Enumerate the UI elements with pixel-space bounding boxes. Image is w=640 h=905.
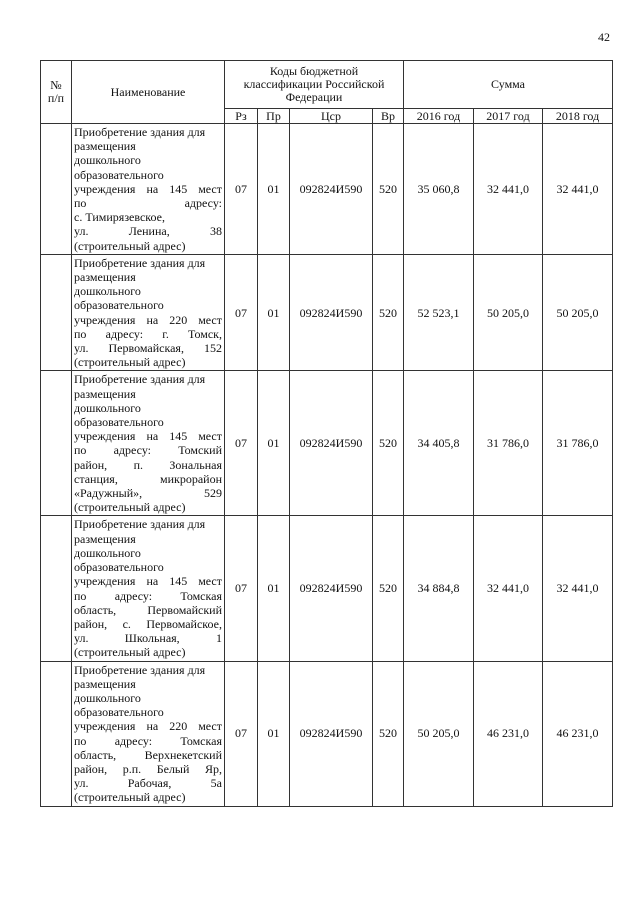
row-csr: 092824И590	[290, 124, 373, 255]
row-name-line: образовательного	[74, 560, 164, 575]
row-name-line: Приобретение здания для	[74, 517, 206, 532]
row-y2018: 32 441,0	[543, 124, 613, 255]
table-row	[41, 516, 613, 661]
row-name-line: дошкольного	[74, 153, 141, 168]
row-name-line: учреждения на 145 мест	[74, 574, 222, 589]
row-vr: 520	[373, 516, 404, 661]
row-name-line: район, п. Зональная	[74, 457, 222, 472]
row-name-line: размещения	[74, 676, 136, 691]
row-y2018: 46 231,0	[543, 661, 613, 806]
row-name-line: образовательного	[74, 415, 164, 430]
row-rz: 07	[225, 254, 258, 371]
row-name-line: учреждения на 220 мест	[74, 312, 222, 327]
header-num-line1: №	[50, 78, 62, 92]
row-name	[72, 661, 225, 806]
table-row	[41, 661, 613, 806]
row-pr: 01	[258, 124, 290, 255]
row-name-line: ул. Первомайская, 152	[74, 341, 222, 356]
row-rz: 07	[225, 661, 258, 806]
row-name-line: размещения	[74, 270, 136, 285]
row-name-line: Приобретение здания для	[74, 125, 206, 139]
row-name-line: (строительный адрес)	[74, 238, 186, 253]
row-vr: 520	[373, 661, 404, 806]
table-body	[41, 124, 613, 807]
row-name-line: Приобретение здания для	[74, 255, 206, 270]
row-y2016: 52 523,1	[404, 254, 474, 371]
row-name-line: (строительный адрес)	[74, 355, 186, 370]
row-name-line: образовательного	[74, 705, 164, 720]
row-name-line: учреждения на 145 мест	[74, 181, 222, 196]
row-name-line: район, р.п. Белый Яр,	[74, 761, 222, 776]
row-name	[72, 516, 225, 661]
row-name-line: по адресу: Томская	[74, 733, 222, 748]
header-vr: Вр	[373, 109, 404, 124]
row-y2017: 46 231,0	[474, 661, 543, 806]
header-codes: Коды бюджетной классификации Российской Федерации	[225, 61, 404, 109]
row-rz: 07	[225, 371, 258, 516]
row-y2016: 34 884,8	[404, 516, 474, 661]
table-row	[41, 371, 613, 516]
row-name-line: по адресу: Томский	[74, 443, 222, 458]
row-pr: 01	[258, 661, 290, 806]
row-name-line: по адресу: г. Томск,	[74, 326, 222, 341]
table-row	[41, 124, 613, 255]
row-y2016: 50 205,0	[404, 661, 474, 806]
row-vr: 520	[373, 254, 404, 371]
row-name-line: (строительный адрес)	[74, 500, 186, 515]
row-name-line: область, Верхнекетский	[74, 747, 222, 762]
row-name-line: (строительный адрес)	[74, 790, 186, 805]
row-name-line: ул. Школьная, 1	[74, 631, 222, 646]
row-number	[41, 371, 72, 516]
row-vr: 520	[373, 371, 404, 516]
header-csr: Цср	[290, 109, 373, 124]
row-csr: 092824И590	[290, 371, 373, 516]
row-name-line: область, Первомайский	[74, 602, 222, 617]
row-y2017: 31 786,0	[474, 371, 543, 516]
header-rz: Рз	[225, 109, 258, 124]
row-y2017: 32 441,0	[474, 124, 543, 255]
header-2016: 2016 год	[404, 109, 474, 124]
row-y2017: 50 205,0	[474, 254, 543, 371]
row-number	[41, 661, 72, 806]
row-name-line: образовательного	[74, 298, 164, 313]
page-number: 42	[598, 30, 610, 44]
row-name	[72, 124, 225, 255]
row-name-line: дошкольного	[74, 400, 141, 415]
row-pr: 01	[258, 254, 290, 371]
header-sum: Сумма	[404, 61, 613, 109]
row-name-line: дошкольного	[74, 690, 141, 705]
budget-table	[40, 60, 613, 807]
row-name-line: «Радужный», 529	[74, 486, 222, 501]
row-csr: 092824И590	[290, 254, 373, 371]
header-pr: Пр	[258, 109, 290, 124]
row-name-line: дошкольного	[74, 284, 141, 299]
row-name-line: с. Тимирязевское,	[74, 210, 165, 225]
header-2018: 2018 год	[543, 109, 613, 124]
row-y2018: 31 786,0	[543, 371, 613, 516]
row-name	[72, 371, 225, 516]
row-y2017: 32 441,0	[474, 516, 543, 661]
table-row	[41, 254, 613, 371]
row-csr: 092824И590	[290, 661, 373, 806]
row-name-line: район, с. Первомайское,	[74, 616, 222, 631]
header-2017: 2017 год	[474, 109, 543, 124]
row-name-line: ул. Рабочая, 5а	[74, 776, 222, 791]
row-pr: 01	[258, 516, 290, 661]
row-rz: 07	[225, 124, 258, 255]
row-name-line: по адресу:	[74, 196, 222, 211]
row-name	[72, 254, 225, 371]
row-name-line: Приобретение здания для	[74, 372, 206, 387]
row-name-line: учреждения на 145 мест	[74, 429, 222, 444]
row-name-line: станция, микрорайон	[74, 471, 222, 486]
row-name-line: по адресу: Томская	[74, 588, 222, 603]
row-pr: 01	[258, 371, 290, 516]
row-name-line: размещения	[74, 531, 136, 546]
header-name: Наименование	[72, 61, 225, 124]
row-name-line: размещения	[74, 139, 136, 154]
row-name-line: учреждения на 220 мест	[74, 719, 222, 734]
header-num-line2: п/п	[47, 91, 65, 105]
row-rz: 07	[225, 516, 258, 661]
row-number	[41, 254, 72, 371]
row-name-line: дошкольного	[74, 545, 141, 560]
row-y2016: 35 060,8	[404, 124, 474, 255]
row-y2016: 34 405,8	[404, 371, 474, 516]
row-name-line: Приобретение здания для	[74, 662, 206, 677]
row-number	[41, 124, 72, 255]
row-vr: 520	[373, 124, 404, 255]
row-name-line: размещения	[74, 386, 136, 401]
row-name-line: образовательного	[74, 167, 164, 182]
table-header	[41, 61, 613, 124]
row-csr: 092824И590	[290, 516, 373, 661]
row-name-line: (строительный адрес)	[74, 645, 186, 660]
header-num	[41, 61, 72, 124]
row-y2018: 50 205,0	[543, 254, 613, 371]
row-name-line: ул. Ленина, 38	[74, 224, 222, 239]
row-y2018: 32 441,0	[543, 516, 613, 661]
row-number	[41, 516, 72, 661]
